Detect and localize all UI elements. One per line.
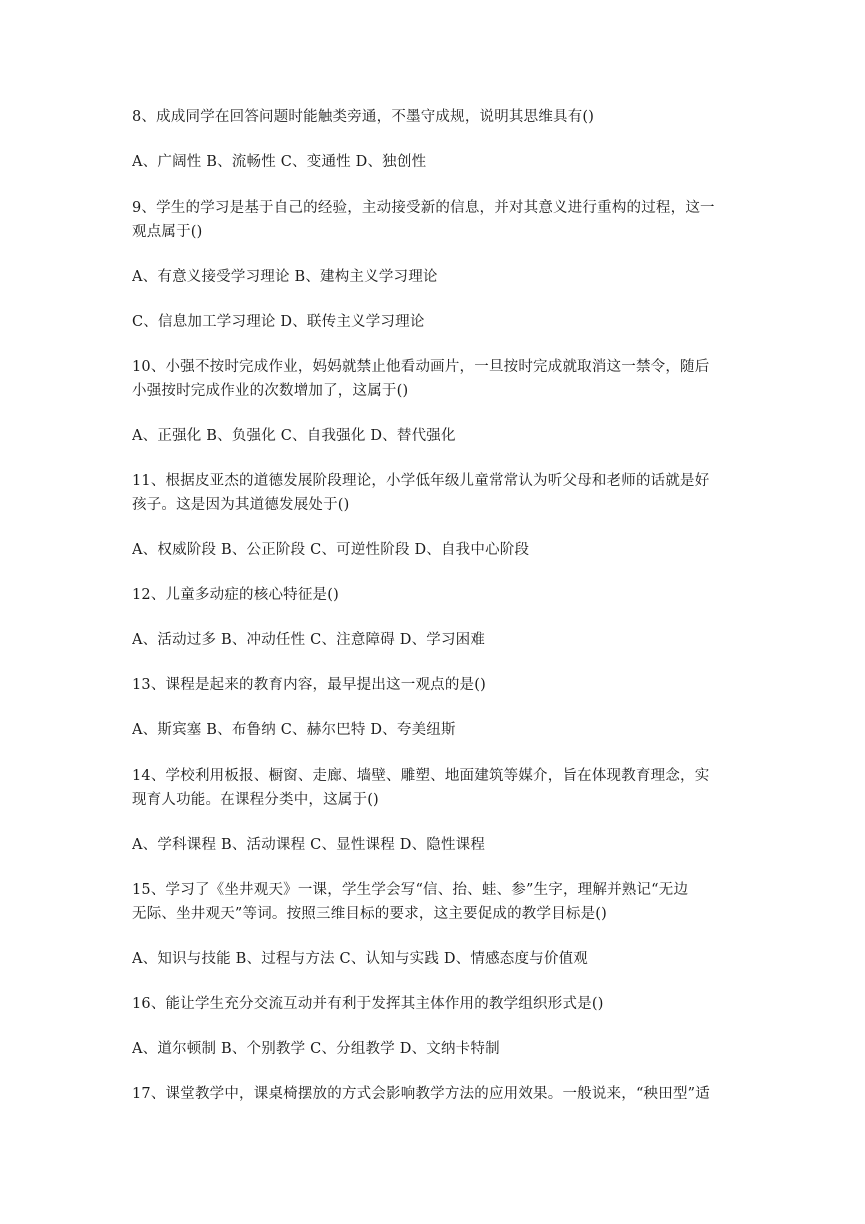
question-9-options-line-2: C、信息加工学习理论 D、联传主义学习理论 (132, 314, 425, 330)
question-16-options: A、道尔顿制 B、个别教学 C、分组教学 D、文纳卡特制 (132, 1041, 500, 1057)
question-8-options: A、广阔性 B、流畅性 C、变通性 D、独创性 (132, 154, 427, 170)
question-10-options: A、正强化 B、负强化 C、自我强化 D、替代强化 (132, 428, 456, 444)
question-12-stem: 12、儿童多动症的核心特征是() (132, 587, 339, 603)
question-15-stem-line-2: 无际、坐井观天”等词。按照三维目标的要求，这主要促成的教学目标是() (132, 906, 608, 922)
question-16-stem: 16、能让学生充分交流互动并有利于发挥其主体作用的教学组织形式是() (132, 996, 604, 1012)
question-17-stem-line-1: 17、课堂教学中，课桌椅摆放的方式会影响教学方法的应用效果。一般说来，“秧田型”适 (132, 1086, 710, 1102)
question-13-options: A、斯宾塞 B、布鲁纳 C、赫尔巴特 D、夸美纽斯 (132, 722, 456, 738)
question-14-stem-line-2: 现育人功能。在课程分类中，这属于() (132, 792, 379, 808)
question-9-stem-line-2: 观点属于() (132, 224, 203, 240)
question-10-stem-line-2: 小强按时完成作业的次数增加了，这属于() (132, 383, 409, 399)
question-14-options: A、学科课程 B、活动课程 C、显性课程 D、隐性课程 (132, 837, 486, 853)
question-13-stem: 13、课程是起来的教育内容，最早提出这一观点的是() (132, 677, 486, 693)
question-9-options-line-1: A、有意义接受学习理论 B、建构主义学习理论 (132, 269, 438, 285)
question-11-options: A、权威阶段 B、公正阶段 C、可逆性阶段 D、自我中心阶段 (132, 542, 530, 558)
question-15-options: A、知识与技能 B、过程与方法 C、认知与实践 D、情感态度与价值观 (132, 951, 588, 967)
question-12-options: A、活动过多 B、冲动任性 C、注意障碍 D、学习困难 (132, 632, 486, 648)
question-11-stem-line-1: 11、根据皮亚杰的道德发展阶段理论，小学低年级儿童常常认为听父母和老师的话就是好 (132, 473, 710, 489)
question-15-stem-line-1: 15、学习了《坐井观天》一课，学生学会写“信、抬、蛙、参”生字，理解并熟记“无边 (132, 882, 689, 898)
question-14-stem-line-1: 14、学校利用板报、橱窗、走廊、墙壁、雕塑、地面建筑等媒介，旨在体现教育理念，实 (132, 768, 710, 784)
question-11-stem-line-2: 孩子。这是因为其道德发展处于() (132, 497, 350, 513)
question-9-stem-line-1: 9、学生的学习是基于自己的经验，主动接受新的信息，并对其意义进行重构的过程，这一 (132, 200, 715, 216)
question-8-stem: 8、成成同学在回答问题时能触类旁通，不墨守成规，说明其思维具有() (132, 109, 595, 125)
question-10-stem-line-1: 10、小强不按时完成作业，妈妈就禁止他看动画片，一旦按时完成就取消这一禁令，随后 (132, 359, 710, 375)
